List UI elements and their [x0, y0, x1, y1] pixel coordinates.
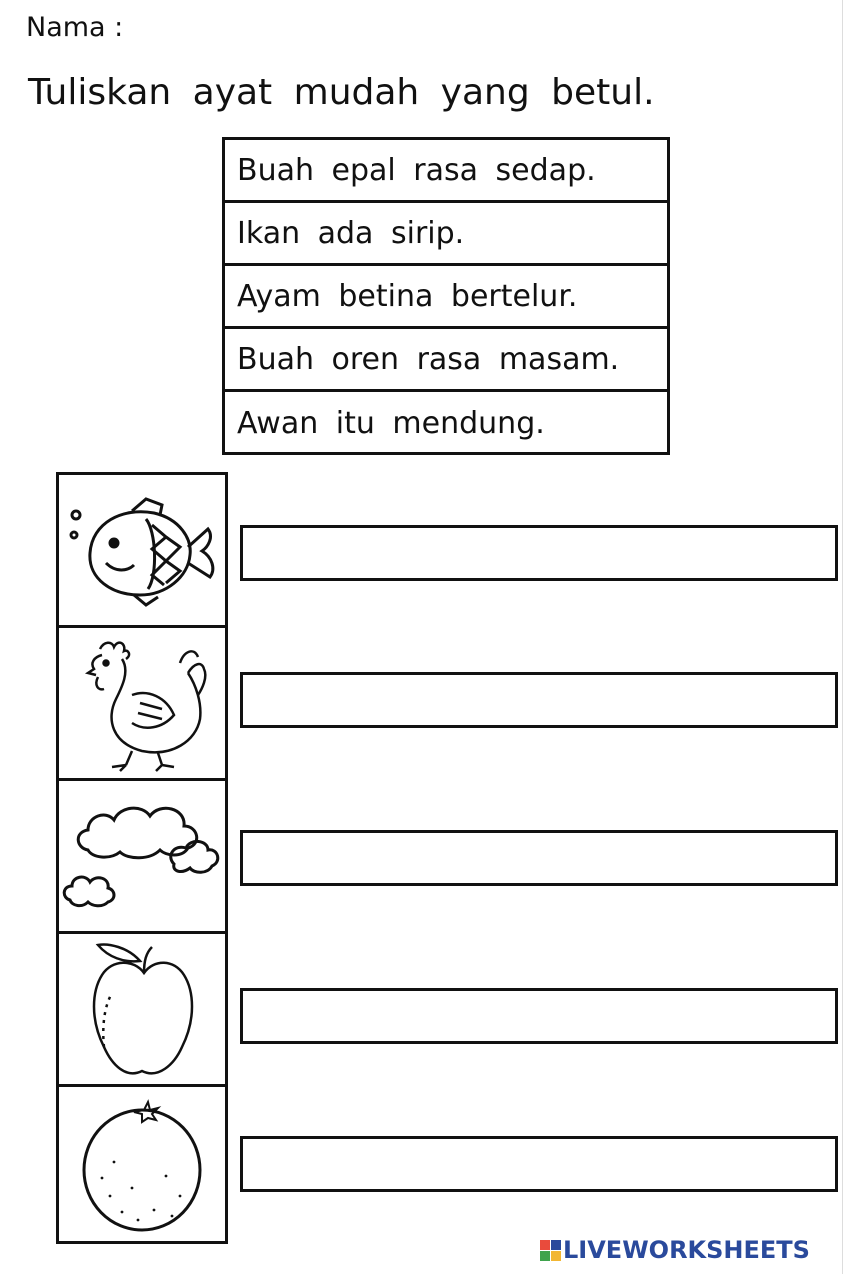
- instruction-text: Tuliskan ayat mudah yang betul.: [28, 72, 655, 113]
- sentence-bank: [222, 137, 670, 455]
- clouds-icon: [62, 796, 222, 916]
- sentence-option: Ayam betina bertelur.: [225, 266, 667, 329]
- answer-box-apple[interactable]: [240, 988, 838, 1044]
- liveworksheets-logo[interactable]: [540, 1236, 810, 1264]
- sentence-option: Awan itu mendung.: [237, 406, 545, 441]
- brand-grid-icon: [540, 1240, 561, 1261]
- picture-cell-hen: [59, 628, 225, 781]
- answer-box-fish[interactable]: [240, 525, 838, 581]
- fish-icon: [62, 485, 222, 615]
- apple-icon: [62, 937, 222, 1082]
- answer-box-orange[interactable]: [240, 1136, 838, 1192]
- answer-box-clouds[interactable]: [240, 830, 838, 886]
- hen-icon: [62, 633, 222, 773]
- picture-cell-orange: [59, 1087, 225, 1241]
- sentence-option: Buah oren rasa masam.: [225, 329, 667, 392]
- answer-box-hen[interactable]: [240, 672, 838, 728]
- sentence-option: Buah epal rasa sedap.: [225, 140, 667, 203]
- page-edge: [842, 0, 843, 1274]
- sentence-option: Ikan ada sirip.: [225, 203, 667, 266]
- picture-cell-apple: [59, 934, 225, 1087]
- picture-cell-fish: [59, 475, 225, 628]
- picture-column: [56, 472, 228, 1244]
- orange-icon: [62, 1092, 222, 1237]
- picture-cell-clouds: [59, 781, 225, 934]
- brand-text: LIVEWORKSHEETS: [563, 1236, 810, 1264]
- name-label: Nama :: [26, 12, 124, 43]
